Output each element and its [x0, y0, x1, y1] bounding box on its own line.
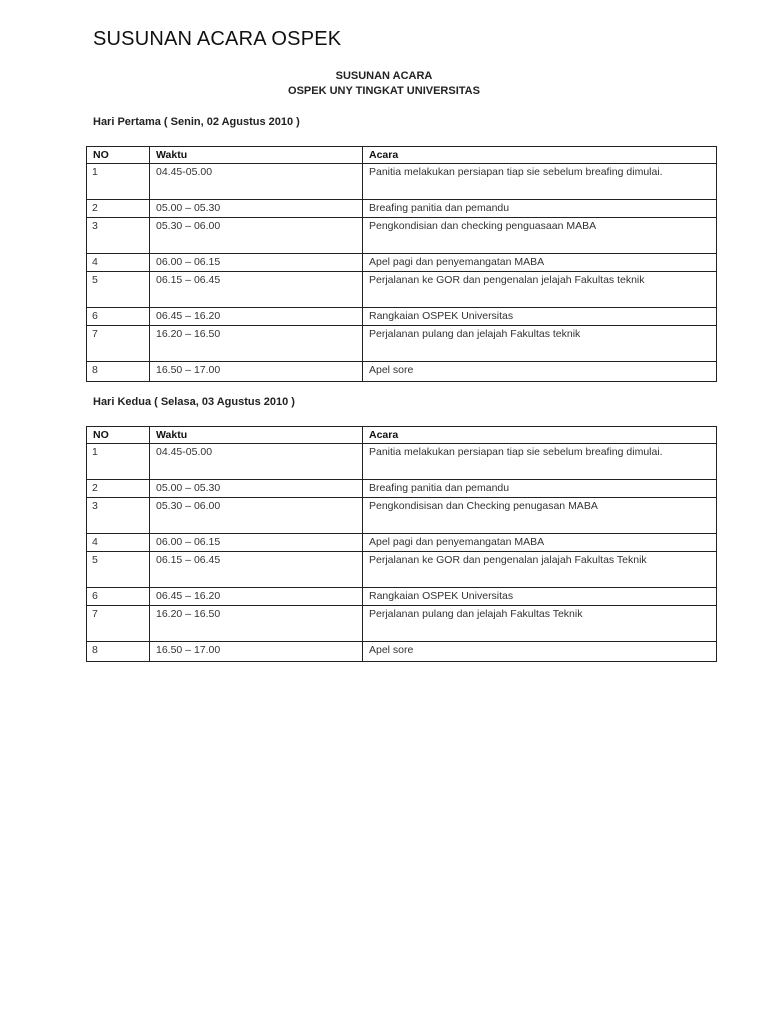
cell-no: 5	[87, 272, 150, 308]
table-row	[87, 588, 717, 606]
cell-waktu: 06.15 – 06.45	[150, 272, 363, 308]
cell-waktu: 06.45 – 16.20	[150, 588, 363, 606]
cell-waktu: 06.00 – 06.15	[150, 254, 363, 272]
cell-waktu: 05.30 – 06.00	[150, 498, 363, 534]
cell-no: 6	[87, 588, 150, 606]
heading-line-1: SUSUNAN ACARA	[335, 70, 433, 82]
cell-waktu: 05.00 – 05.30	[150, 480, 363, 498]
cell-waktu: 04.45-05.00	[150, 164, 363, 200]
table-row	[87, 218, 717, 254]
cell-acara: Panitia melakukan persiapan tiap sie sebelum breafing dimulai.	[363, 164, 717, 200]
cell-acara: Panitia melakukan persiapan tiap sie sebelum breafing dimulai.	[363, 444, 717, 480]
document-title: SUSUNAN ACARA OSPEK	[93, 28, 342, 50]
table-row	[87, 480, 717, 498]
cell-waktu: 16.20 – 16.50	[150, 326, 363, 362]
cell-acara: Apel sore	[363, 362, 717, 382]
cell-no: 1	[87, 164, 150, 200]
cell-no: 2	[87, 480, 150, 498]
table-row	[87, 272, 717, 308]
day-2-label: Hari Kedua ( Selasa, 03 Agustus 2010 )	[93, 396, 295, 408]
table-row	[87, 362, 717, 382]
cell-acara: Pengkondisisan dan Checking penugasan MABA	[363, 498, 717, 534]
table-row	[87, 254, 717, 272]
cell-acara: Pengkondisian dan checking penguasaan MABA	[363, 218, 717, 254]
schedule-table-day-1	[86, 146, 717, 382]
cell-no: 8	[87, 642, 150, 662]
cell-waktu: 06.45 – 16.20	[150, 308, 363, 326]
cell-acara: Apel pagi dan penyemangatan MABA	[363, 534, 717, 552]
cell-acara: Breafing panitia dan pemandu	[363, 200, 717, 218]
heading-line-2: OSPEK UNY TINGKAT UNIVERSITAS	[288, 85, 480, 97]
cell-no: 7	[87, 606, 150, 642]
cell-no: 3	[87, 498, 150, 534]
cell-no: 1	[87, 444, 150, 480]
day-1-label: Hari Pertama ( Senin, 02 Agustus 2010 )	[93, 116, 300, 128]
cell-acara: Apel pagi dan penyemangatan MABA	[363, 254, 717, 272]
table-row	[87, 642, 717, 662]
cell-no: 5	[87, 552, 150, 588]
column-header-waktu: Waktu	[150, 147, 363, 164]
cell-no: 2	[87, 200, 150, 218]
cell-waktu: 05.30 – 06.00	[150, 218, 363, 254]
cell-no: 4	[87, 254, 150, 272]
table-row	[87, 552, 717, 588]
cell-no: 7	[87, 326, 150, 362]
table-row	[87, 200, 717, 218]
table-row	[87, 308, 717, 326]
table-row	[87, 534, 717, 552]
cell-waktu: 16.50 – 17.00	[150, 642, 363, 662]
table-row	[87, 164, 717, 200]
cell-waktu: 05.00 – 05.30	[150, 200, 363, 218]
cell-acara: Apel sore	[363, 642, 717, 662]
cell-waktu: 06.00 – 06.15	[150, 534, 363, 552]
cell-acara: Perjalanan pulang dan jelajah Fakultas Teknik	[363, 606, 717, 642]
cell-acara: Rangkaian OSPEK Universitas	[363, 588, 717, 606]
cell-no: 8	[87, 362, 150, 382]
column-header-acara: Acara	[363, 427, 717, 444]
column-header-acara: Acara	[363, 147, 717, 164]
cell-acara: Perjalanan ke GOR dan pengenalan jalajah Fakultas Teknik	[363, 552, 717, 588]
cell-waktu: 06.15 – 06.45	[150, 552, 363, 588]
cell-acara: Perjalanan ke GOR dan pengenalan jelajah Fakultas teknik	[363, 272, 717, 308]
cell-waktu: 04.45-05.00	[150, 444, 363, 480]
table-header-row	[87, 427, 717, 444]
schedule-table-day-2	[86, 426, 717, 662]
cell-no: 3	[87, 218, 150, 254]
cell-waktu: 16.50 – 17.00	[150, 362, 363, 382]
table-row	[87, 326, 717, 362]
cell-no: 6	[87, 308, 150, 326]
column-header-no: NO	[87, 147, 150, 164]
cell-acara: Breafing panitia dan pemandu	[363, 480, 717, 498]
table-row	[87, 444, 717, 480]
column-header-no: NO	[87, 427, 150, 444]
cell-acara: Perjalanan pulang dan jelajah Fakultas teknik	[363, 326, 717, 362]
table-row	[87, 498, 717, 534]
table-row	[87, 606, 717, 642]
cell-waktu: 16.20 – 16.50	[150, 606, 363, 642]
table-header-row	[87, 147, 717, 164]
cell-no: 4	[87, 534, 150, 552]
column-header-waktu: Waktu	[150, 427, 363, 444]
cell-acara: Rangkaian OSPEK Universitas	[363, 308, 717, 326]
